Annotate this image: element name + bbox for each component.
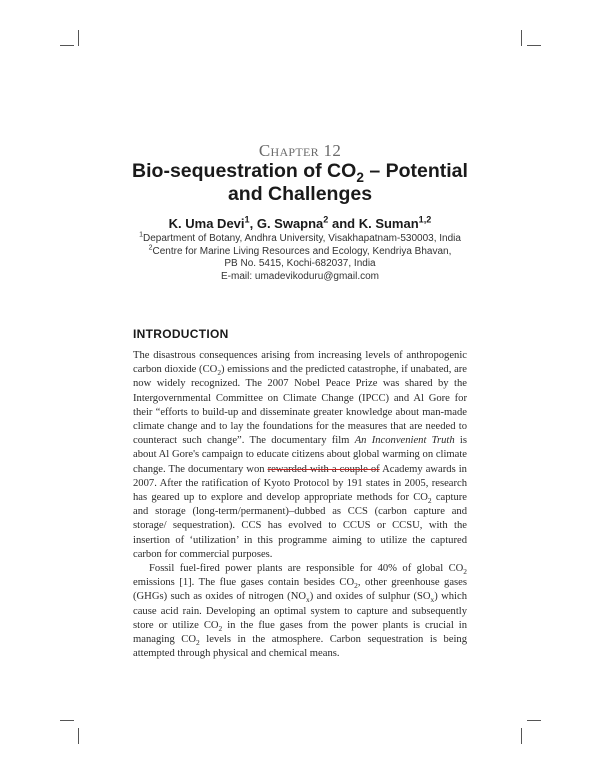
crop-mark xyxy=(521,728,522,744)
chapter-label: Chapter 12 xyxy=(258,141,342,160)
paragraph: Fossil fuel-fired power plants are responsible for 40% of global $CO_2$ emissions [1]. The flue gases contain besides $CO_2$, other greenhouse gases (GHGs) such as oxides of nitrogen $(NO_x)$ and oxides of sulphur $(SO_x)$ which cause acid rain. Developing an optimal system to capture and subsequently store or utilize $CO_2$ in the flue gases from the power plants is crucial in managing $CO_2$ levels in the atmosphere. Carbon sequestration is being attempted through physical and chemical means. xyxy=(133,563,468,660)
crop-mark xyxy=(78,30,79,46)
film-title: An Inconvenient Truth xyxy=(354,435,455,447)
chapter-title: Bio-sequestration of $CO_2$ – Potential and Challenges xyxy=(132,160,468,205)
affiliation-line: PB No. 5415, Kochi-682037, India xyxy=(224,258,376,269)
affiliation-line: $^2$Centre for Marine Living Resources and Ecology, Kendriya Bhavan, xyxy=(148,244,452,257)
crop-mark xyxy=(521,30,522,46)
crop-mark xyxy=(78,728,79,744)
struck-text: rewarded with a couple of xyxy=(267,463,380,475)
section-heading: INTRODUCTION xyxy=(133,327,229,341)
crop-mark xyxy=(60,720,74,721)
crop-mark xyxy=(527,720,541,721)
author-list: K. Uma Devi$^1$, G. Swapna$^2$ and K. Suman$^{1,2}$ xyxy=(168,214,432,231)
crop-mark xyxy=(527,45,541,46)
affiliations xyxy=(100,233,500,283)
body-text xyxy=(133,349,467,661)
paragraph: The disastrous consequences arising from increasing levels of anthropogenic carbon dioxide $(CO_2)$ emissions and the predicted catastrophe, if unabated, are now widely recognized. The 2007 Nobel Peace Prize was shared by the Intergovernmental Committee on Climate Change (IPCC) and Al Gore for their “efforts to build-up and disseminate greater knowledge about man-made climate change and to lay the foundations for the measures that are needed to counteract such change”. The documentary film An Inconvenient Truth is about Al Gore's campaign to educate citizens about global warming on climate change. The documentary won rewarded with a couple of Academy awards in 2007. After the ratification of Kyoto Protocol by 191 states in 2005, research has geared up to explore and develop appropriate methods for $CO_2$ capture and storage (long-term/permanent)–dubbed as CCS (carbon capture and storage/ sequestration). CCS has evolved to CCUS or CCSU, with the insertion of ‘utilization’ in this programme aiming to utilize the captured carbon for commercial purposes. xyxy=(133,350,468,560)
email-line: E-mail: umadevikoduru@gmail.com xyxy=(221,270,379,282)
affiliation-line: $^1$Department of Botany, Andhra University, Visakhapatnam-530003, India xyxy=(139,231,461,244)
crop-mark xyxy=(60,45,74,46)
